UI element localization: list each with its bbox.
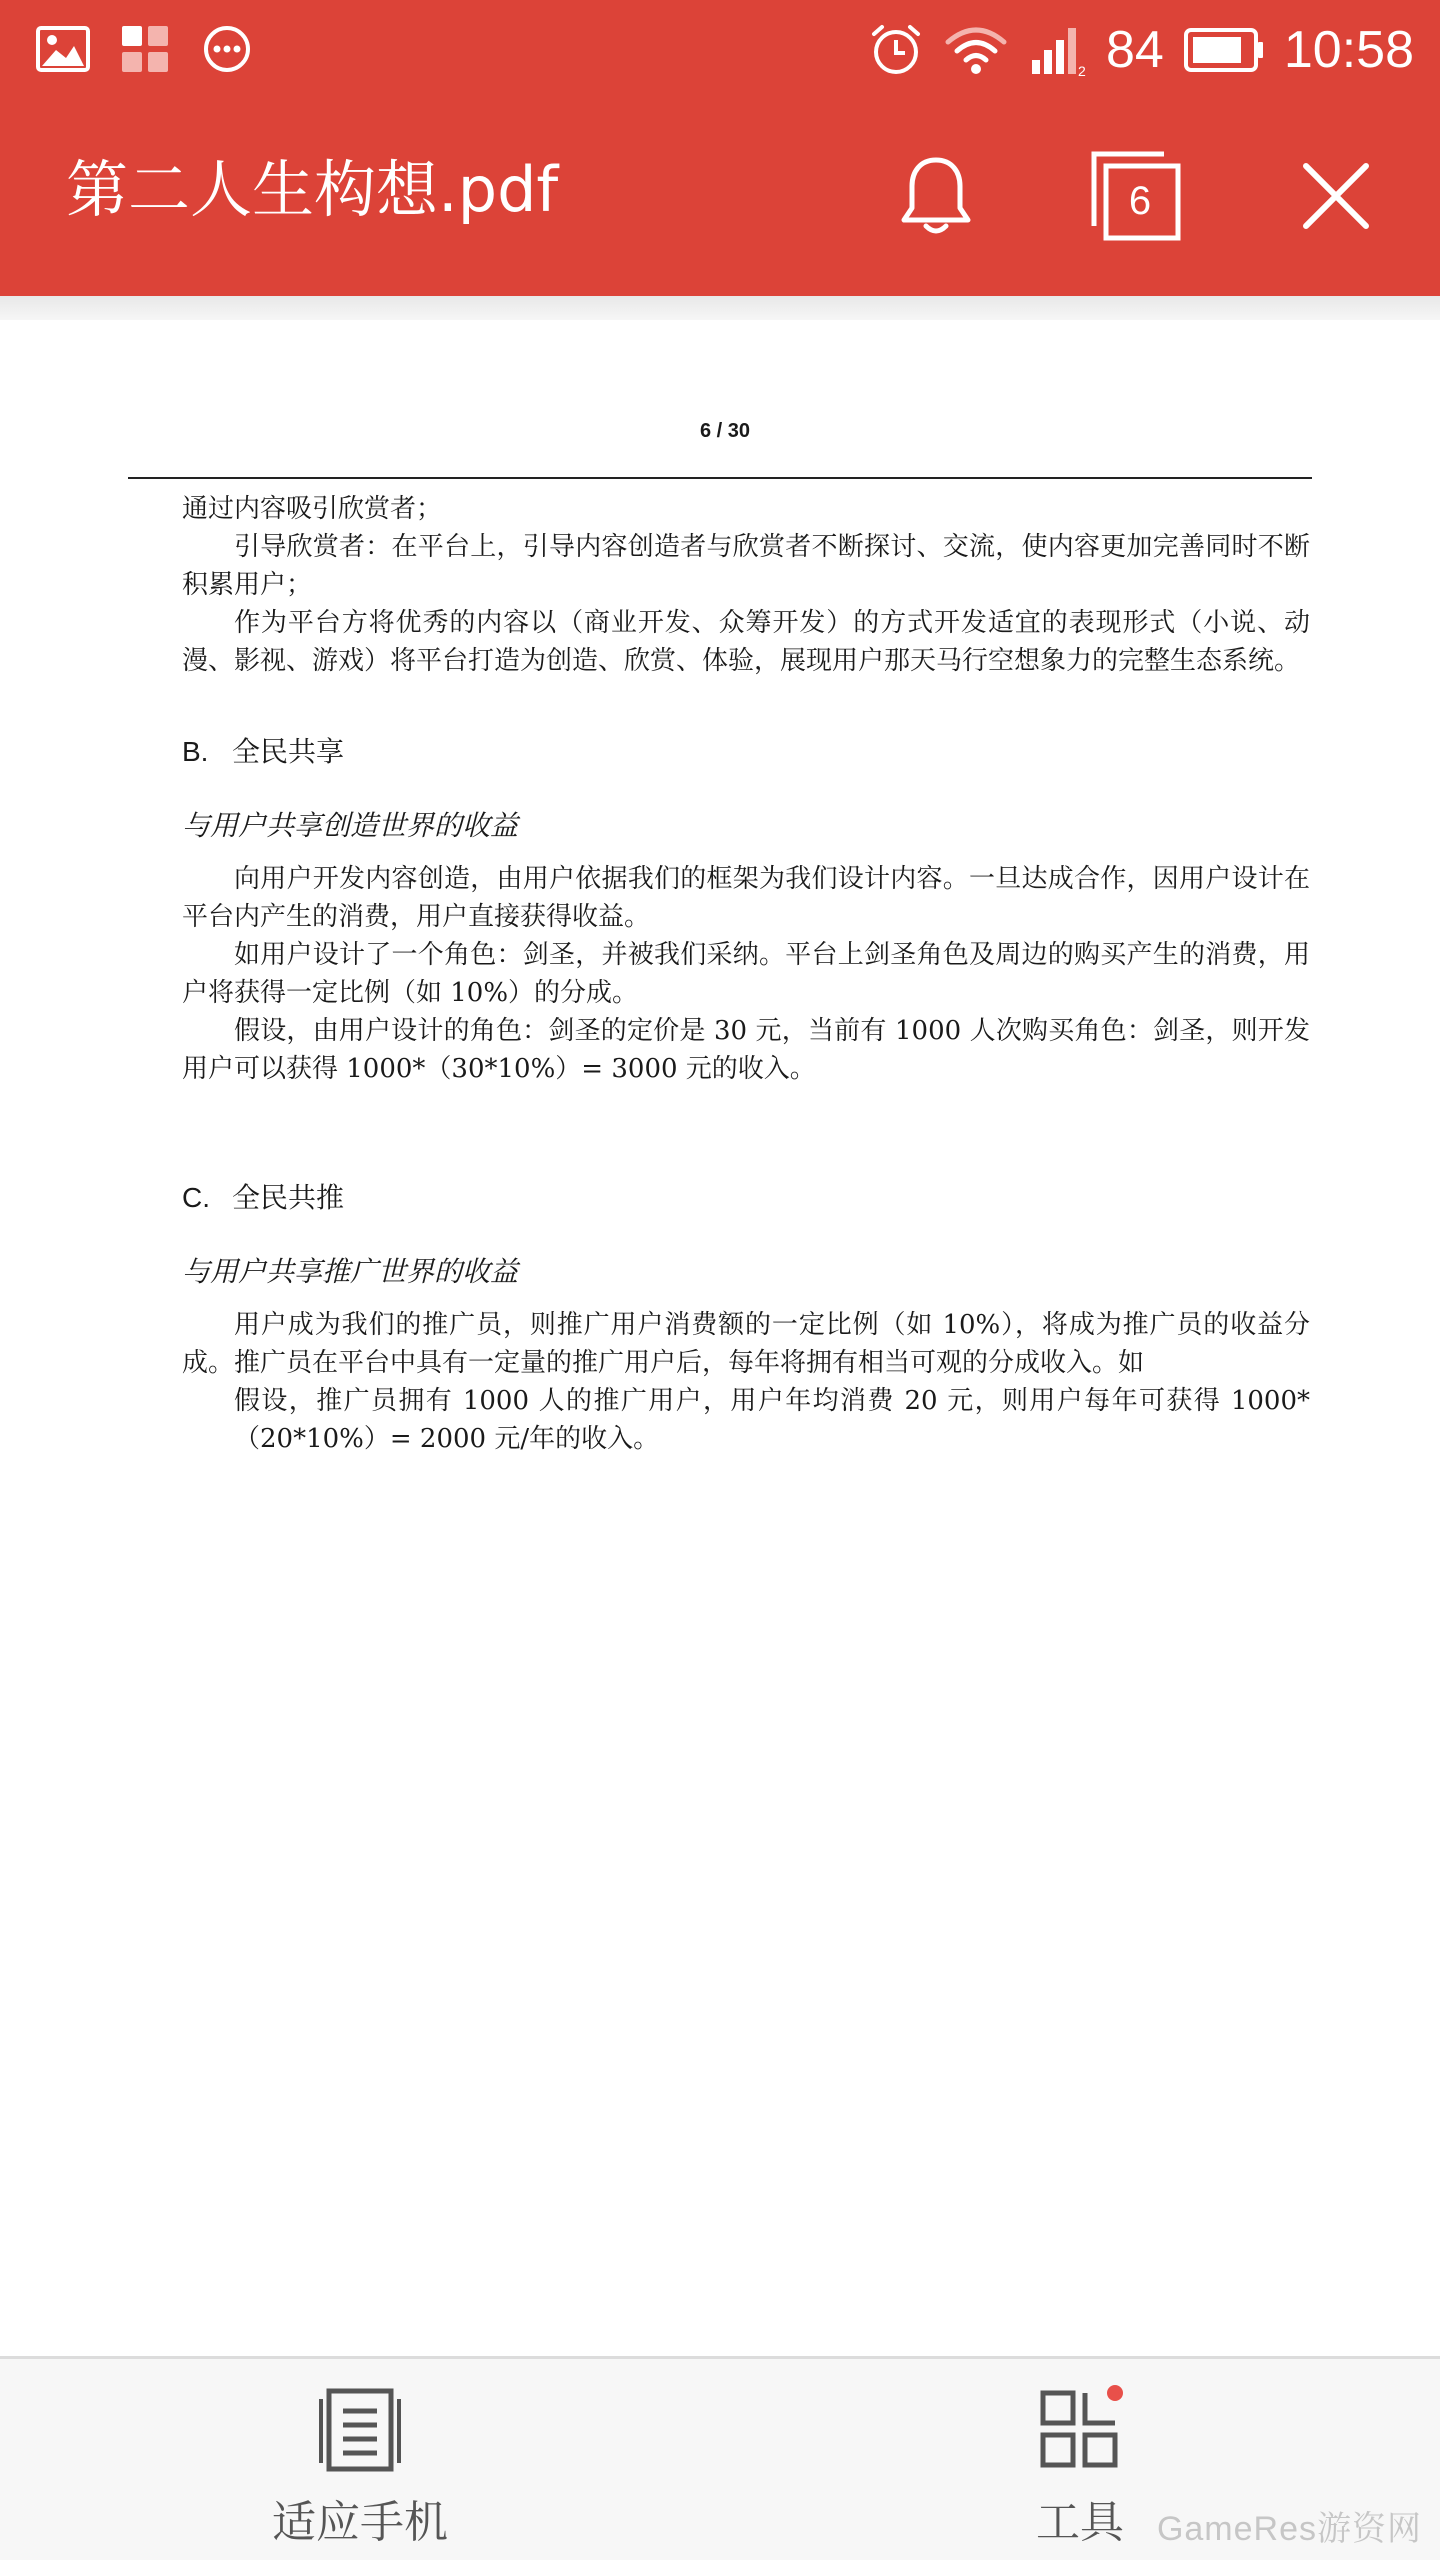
wifi-icon <box>944 22 1008 78</box>
intro-paragraph: 引导欣赏者：在平台上，引导内容创造者与欣赏者不断探讨、交流，使内容更加完善同时不断积累用户； <box>182 532 1310 600</box>
pdf-page[interactable] <box>0 320 1440 2356</box>
section-c-subtitle: 与用户共享推广世界的收益 <box>182 1256 519 1287</box>
image-icon <box>36 24 90 74</box>
clock-time: 10:58 <box>1283 21 1414 79</box>
open-pages-button[interactable] <box>1086 146 1186 246</box>
section-b-subtitle: 与用户共享创造世界的收益 <box>182 810 519 841</box>
fit-phone-label: 适应手机 <box>272 2497 448 2548</box>
open-pages-count: 6 <box>1128 178 1152 223</box>
watermark: GameRes游资网 <box>1156 2510 1422 2548</box>
page-indicator: 6 / 30 <box>699 420 751 442</box>
section-b-heading <box>182 732 1310 772</box>
close-icon <box>1298 158 1374 234</box>
status-bar-system <box>868 16 1414 84</box>
signal-icon <box>1028 22 1086 78</box>
grid-apps-icon <box>118 24 172 74</box>
section-c-paragraph: 假设，推广员拥有 1000 人的推广用户，用户年均消费 20 元，则用户每年可获得 1000*（20*10%）= 2000 元/年的收入。 <box>234 1386 1310 1454</box>
alarm-icon <box>868 22 924 78</box>
section-b-letter: B. <box>182 736 209 767</box>
battery-level: 84 <box>1106 21 1164 79</box>
fit-phone-button[interactable] <box>240 2385 480 2551</box>
title-bar <box>0 120 1440 280</box>
intro-paragraph: 作为平台方将优秀的内容以（商业开发、众筹开发）的方式开发适宜的表现形式（小说、动漫、影视、游戏）将平台打造为创造、欣赏、体验，展现用户那天马行空想象力的完整生态系统。 <box>182 608 1310 676</box>
document-title: 第二人生构想.pdf <box>66 153 559 226</box>
bottom-toolbar <box>0 2356 1440 2560</box>
section-b-paragraph: 如用户设计了一个角色：剑圣，并被我们采纳。平台上剑圣角色及周边的购买产生的消费，用户将获得一定比例（如 10%）的分成。 <box>182 940 1310 1008</box>
section-c-letter: C. <box>182 1182 210 1213</box>
tools-grid-icon <box>1035 2385 1125 2475</box>
status-bar-notifications <box>36 24 254 74</box>
section-b-title: 全民共享 <box>232 736 345 767</box>
notification-button[interactable] <box>886 146 986 246</box>
section-c-paragraph: 用户成为我们的推广员，则推广用户消费额的一定比例（如 10%），将成为推广员的收益分成。推广员在平台中具有一定量的推广用户后，每年将拥有相当可观的分成收入。如 <box>182 1310 1310 1378</box>
tools-label: 工具 <box>1036 2497 1124 2548</box>
document-lines-icon <box>315 2385 405 2475</box>
bell-icon <box>898 154 974 238</box>
section-c-heading <box>182 1178 1310 1218</box>
page-header-rule <box>128 477 1312 479</box>
status-bar <box>0 0 1440 100</box>
close-button[interactable] <box>1286 146 1386 246</box>
svg-text:2: 2 <box>1078 63 1086 78</box>
notification-dot-icon <box>1107 2385 1123 2401</box>
more-circle-icon <box>200 24 254 74</box>
page-content <box>182 490 1310 1458</box>
app-bar <box>0 0 1440 296</box>
section-b-paragraph: 假设，由用户设计的角色：剑圣的定价是 30 元，当前有 1000 人次购买角色：剑圣，则开发用户可以获得 1000*（30*10%）= 3000 元的收入。 <box>182 1016 1310 1084</box>
battery-icon <box>1184 28 1264 72</box>
section-c-title: 全民共推 <box>232 1182 345 1213</box>
section-b-paragraph: 向用户开发内容创造，由用户依据我们的框架为我们设计内容。一旦达成合作，因用户设计在平台内产生的消费，用户直接获得收益。 <box>182 864 1310 932</box>
intro-line: 通过内容吸引欣赏者； <box>182 494 443 524</box>
reader-divider <box>0 296 1440 320</box>
